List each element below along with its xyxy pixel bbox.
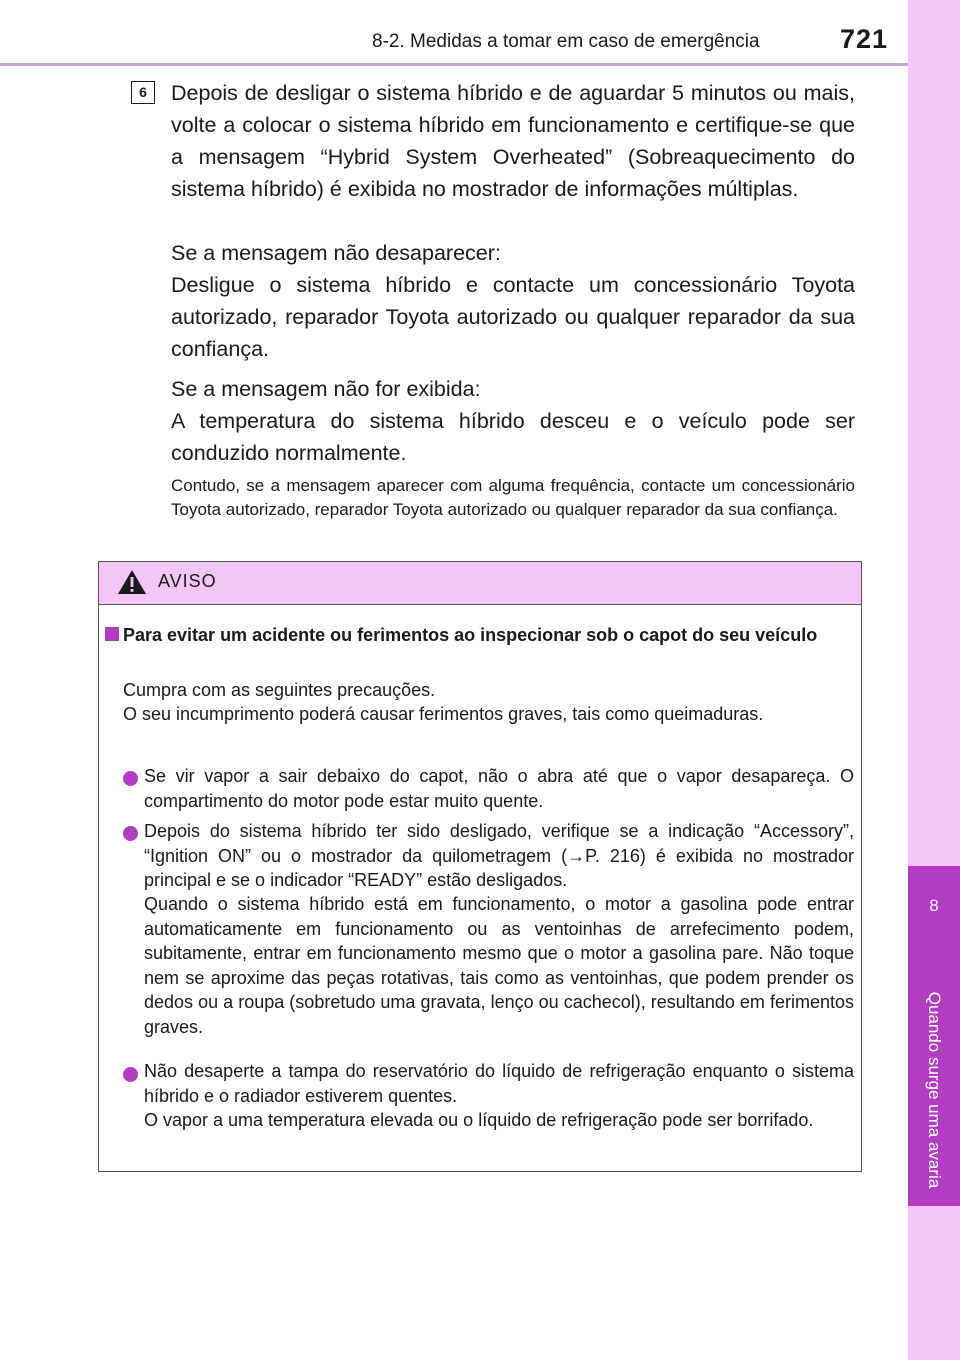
warning-triangle-icon [117,569,147,595]
step-number-badge: 6 [131,81,155,104]
bullet-dot-icon [123,826,138,841]
page-number: 721 [840,24,889,54]
case2-title: Se a mensagem não for exibida: [171,377,481,401]
step-note: Contudo, se a mensagem aparecer com alguma frequência, contacte um concessionário Toyota autorizado, reparador Toyota autorizado ou qualquer reparador da sua confiança. [171,476,855,519]
warning-bullet-1: Se vir vapor a sair debaixo do capot, não o abra até que o vapor desapareça. O compartimento do motor pode estar muito quente. [144,766,854,811]
chapter-title: Quando surge uma avaria [925,991,944,1189]
square-bullet-icon [105,627,119,641]
header-divider [0,63,908,66]
bullet-dot-icon [123,771,138,786]
warning-header [99,562,861,605]
warning-intro-1: Cumpra com as seguintes precauções. [123,680,436,700]
warning-bullet-3: Não desaperte a tampa do reservatório do líquido de refrigeração enquanto o sistema híbrido e o radiador estiverem quentes. [144,1061,854,1106]
warning-bullet-3-extra: O vapor a uma temperatura elevada ou o líquido de refrigeração pode ser borrifado. [144,1110,814,1130]
warning-box [98,561,862,1172]
case2-text: A temperatura do sistema híbrido desceu e o veículo pode ser conduzido normalmente. [171,409,855,465]
warning-intro-2: O seu incumprimento poderá causar ferimentos graves, tais como queimaduras. [123,704,764,724]
step-text: Depois de desligar o sistema híbrido e de aguardar 5 minutos ou mais, volte a colocar o sistema híbrido em funcionamento e certifique-se que a mensagem “Hybrid System Overheated” (Sobreaquecimento do sistema híbrido) é exibida no mostrador de informações múltiplas. [171,81,855,201]
bullet-dot-icon [123,1067,138,1082]
warning-bullet-2-extra: Quando o sistema híbrido está em funcionamento, o motor a gasolina pode entrar automaticamente em funcionamento ou as ventoinhas de arrefecimento podem, subitamente, entrar em funcionamento mesmo que o motor a gasolina pare. Não toque nem se aproxime das peças rotativas, tais como as ventoinhas, que podem prender os dedos ou a roupa (sobretudo uma gravata, lenço ou cachecol), resultando em ferimentos graves. [144,894,854,1037]
chapter-number: 8 [929,896,939,915]
warning-title: AVISO [158,571,217,591]
warning-heading: Para evitar um acidente ou ferimentos ao inspecionar sob o capot do seu veículo [123,625,818,645]
warning-bullet-2: Depois do sistema híbrido ter sido desligado, verifique se a indicação “Accessory”, “Ignition ON” ou o mostrador da quilometragem (→P. 216) é exibida no mostrador principal e se o indicador “READY” estão desligados. [144,821,854,890]
case1-text: Desligue o sistema híbrido e contacte um concessionário Toyota autorizado, reparador Toyota autorizado ou qualquer reparador da sua confiança. [171,273,855,361]
case1-title: Se a mensagem não desaparecer: [171,241,501,265]
section-title: 8-2. Medidas a tomar em caso de emergência [372,31,760,52]
